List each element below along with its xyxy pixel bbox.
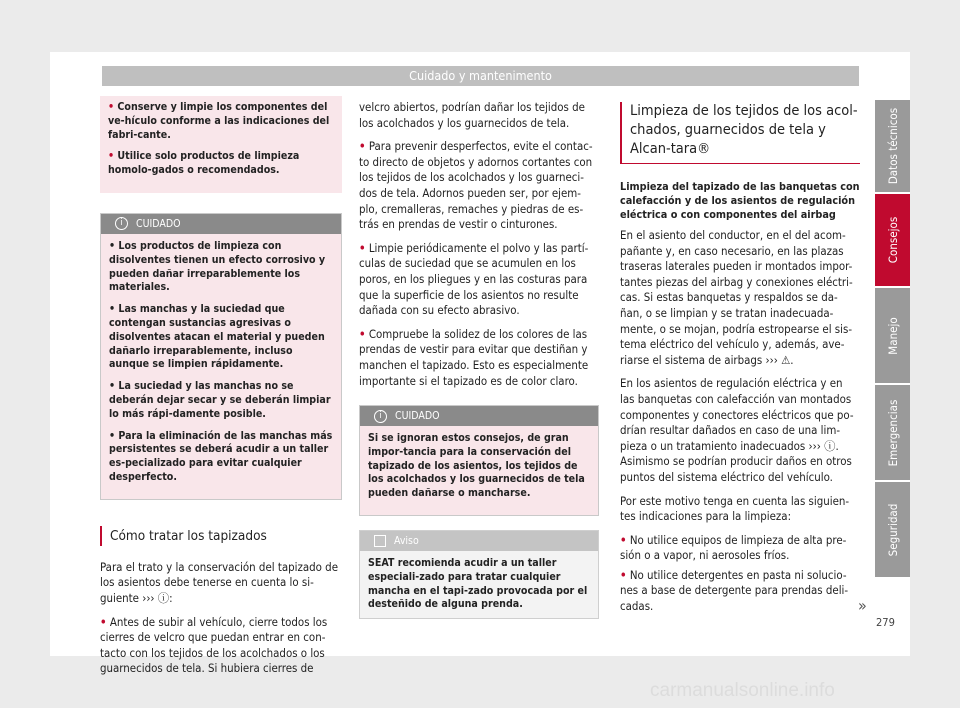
paragraph: velcro abiertos, podrían dañar los tejidos de los acolchados y los guarnecidos de tela. [359,100,585,130]
caution-text: Si se ignoran estos consejos, de gran impor-tancia para la conservación del tapizado de los asientos, los tejidos de los acolchados y los guarnecidos de tela pueden dañarse o mancharse. [368,432,585,500]
paragraph: Por este motivo tenga en cuenta las siguien-tes indicaciones para la limpieza: [620,493,850,524]
caution-body [101,234,341,499]
continue-mark: » [858,596,867,615]
caution-bullet: • Para la eliminación de las manchas más persistentes se deberá acudir a un taller es-pecializado para evitar cualquier desperfecto. [109,429,333,483]
note-body [360,551,598,618]
section-title: Limpieza de los tejidos de los acol-chados, guarnecidos de tela y Alcan-tara® [620,102,860,164]
page-header: Cuidado y mantenimento [102,66,859,86]
side-tabs [875,100,910,579]
caution-bullet: • La suciedad y las manchas no se deberán dejar secar y se deberán limpiar lo más rápi-damente posible. [109,380,331,420]
column-1 [100,96,342,685]
column-3 [620,96,860,623]
tab-datos-tecnicos[interactable]: Datos técnicos [875,100,910,192]
paragraph: En el asiento del conductor, en el del acom-pañante y, en caso necesario, en las plazas traseras laterales pueden ir montados impor-tantes piezas del airbag y conexiones eléctri-cas. Si estas banquetas y respaldos se da-ñan, o se limpian y se tratan inadecuada-mente, o se mojan, podría estropearse el sis-tema eléctrico del vehículo y, además, ave-riarse el sistema de airbags ››› ⚠. [620,228,853,367]
caution-label: CUIDADO [395,410,440,423]
intro-box [100,96,342,193]
note-text: SEAT recomienda acudir a un taller especiali-zado para tratar cualquier mancha en el tapi-zado provocada por el desteñido de alguna prenda. [368,557,588,611]
note-box [359,530,599,619]
tab-consejos[interactable]: Consejos [875,194,910,286]
intro-bullet: • Utilice solo productos de limpieza homolo-gados o recomendados. [108,150,300,177]
watermark: carmanualsonline.info [650,680,835,701]
tab-manejo[interactable]: Manejo [875,288,910,383]
caution-label: CUIDADO [136,217,181,230]
intro-bullet: • Conserve y limpie los componentes del ve-hículo conforme a las indicaciones del fabri-cante. [108,101,330,141]
caution-body [360,426,598,515]
info-icon: i [374,410,387,423]
note-label: Aviso [394,535,419,548]
bullet-item: • Limpie periódicamente el polvo y las partí-culas de suciedad que se acumulen en los poros, en los pliegues y en las costuras para que la superficie de los asientos no resulte dañada con su efecto abrasivo. [359,240,589,318]
caution-box [100,213,342,500]
bullet-item: • Para prevenir desperfectos, evite el contac-to directo de objetos y adornos cortantes con los tejidos de los acolchados y los guarneci-dos de tela. Adornos pueden ser, por ejem-plo, cremalleras, remaches y piedras de es-trás en prendas de vestir o cinturones. [359,139,593,232]
caution-header [360,406,598,426]
bullet-item: • No utilice equipos de limpieza de alta pre-sión o a vapor, ni aerosoles fríos. [620,532,847,563]
caution-bullet: • Las manchas y la suciedad que contengan sustancias agresivas o disolventes atacan el material y pueden dañarlo irreparablemente, incluso aunque se limpien rápidamente. [109,303,325,371]
note-icon [374,535,386,547]
page-number: 279 [876,616,895,629]
tab-emergencias[interactable]: Emergencias [875,385,910,480]
caution-header [101,214,341,234]
caution-box-2 [359,405,599,516]
section-title: Cómo tratar los tapizados [100,526,342,546]
bullet-item: • Antes de subir al vehículo, cierre todos los cierres de velcro que puedan entrar en con-tacto con los tejidos de los acolchados o los guarnecidos de tela. Si hubiera cierres de [100,614,328,676]
paragraph: Para el trato y la conservación del tapizado de los asientos debe tenerse en cuenta lo si-guiente ››› ⓘ: [100,559,339,605]
info-icon: i [115,217,128,230]
subheading: Limpieza del tapizado de las banquetas con calefacción y de los asientos de regulación eléctrica o con componentes del airbag [620,180,860,221]
note-header [360,531,598,551]
caution-bullet: • Los productos de limpieza con disolventes tienen un efecto corrosivo y pueden dañar irreparablemente los materiales. [109,239,326,294]
bullet-item: • No utilice detergentes en pasta ni solucio-nes a base de detergente para prendas deli-cadas. [620,567,849,614]
tab-seguridad[interactable]: Seguridad [875,482,910,577]
paragraph: En los asientos de regulación eléctrica y en las banquetas con calefacción van montados componentes y conectores eléctricos que po-drían resultar dañados en caso de una lim-pieza o un tratamiento inadecuados ››› ⓘ. Asimismo se podrían producir daños en otros puntos del sistema eléctrico del vehículo. [620,376,854,484]
column-2 [359,96,599,619]
bullet-item: • Compruebe la solidez de los colores de las prendas de vestir para evitar que destiñan y manchen el tapizado. Esto es especialmente importante si el tapizado es de color claro. [359,326,589,388]
